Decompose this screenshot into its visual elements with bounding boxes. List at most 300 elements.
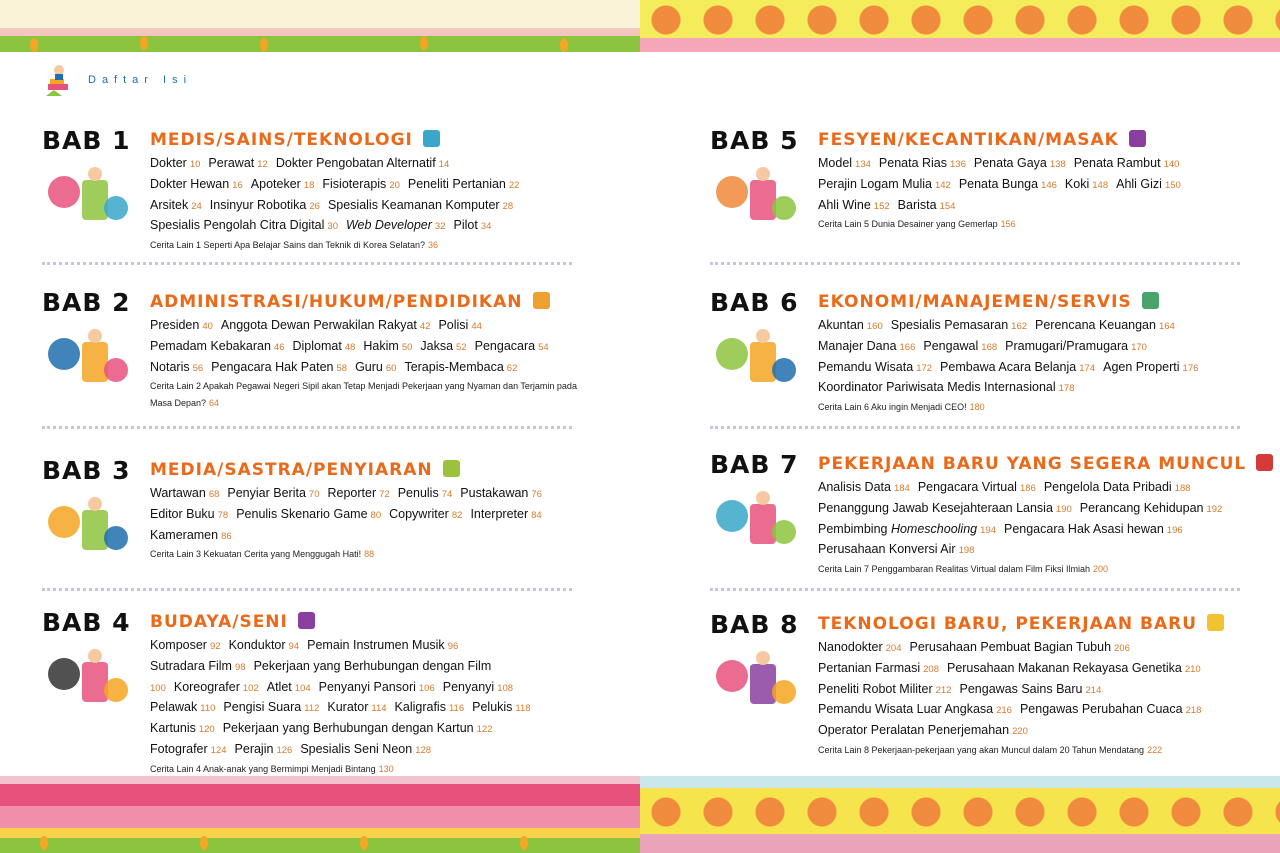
- story-label: Cerita Lain 2: [150, 381, 202, 392]
- list-item[interactable]: [395, 700, 465, 714]
- page-number: 208: [923, 663, 939, 675]
- book-icon: [533, 292, 550, 309]
- chapter-category-title: TEKNOLOGI BARU, PEKERJAAN BARU: [818, 614, 1198, 634]
- entry-title: Wartawan: [150, 486, 206, 500]
- list-item[interactable]: [267, 680, 311, 694]
- page-number: 70: [308, 489, 320, 500]
- entry-title: Pekerjaan yang Berhubungan dengan Kartun: [222, 721, 474, 736]
- entry-title: Pekerjaan yang Berhubungan dengan Film: [253, 658, 492, 673]
- entry-title: Sutradara Film: [150, 658, 232, 673]
- entry-title: Perencana Keuangan: [1035, 318, 1156, 332]
- list-item[interactable]: [389, 507, 462, 521]
- entry-title: Analisis Data: [818, 480, 891, 494]
- list-item[interactable]: [408, 177, 520, 191]
- page-number: 184: [893, 483, 910, 494]
- divider: [710, 426, 1240, 429]
- entry-line: [150, 337, 580, 358]
- entry-title: Penata Rambut: [1073, 156, 1161, 170]
- list-item[interactable]: [227, 486, 319, 500]
- page-number: 14: [438, 159, 450, 170]
- list-item[interactable]: [208, 156, 267, 170]
- chapter-category-title: MEDIS/SAINS/TEKNOLOGI: [150, 130, 413, 150]
- chapter-category-title: FESYEN/KECANTIKAN/MASAK: [818, 130, 1119, 150]
- list-item[interactable]: [150, 318, 213, 332]
- page-number: 130: [378, 763, 394, 774]
- list-item[interactable]: [223, 721, 493, 735]
- list-item[interactable]: [327, 486, 389, 500]
- list-item[interactable]: [472, 700, 530, 714]
- money-icon: [1142, 292, 1159, 309]
- list-item[interactable]: [210, 198, 320, 212]
- list-item[interactable]: [909, 640, 1129, 654]
- page-number: 98: [234, 661, 246, 673]
- chapter-number: BAB 1: [42, 126, 131, 155]
- page-number: 122: [476, 724, 493, 736]
- entry-title: Spesialis Seni Neon: [300, 741, 413, 756]
- flower-icon: [420, 36, 428, 50]
- list-item[interactable]: [404, 360, 517, 374]
- page-number: 142: [934, 179, 951, 191]
- entry-title: Copywriter: [389, 506, 449, 521]
- top-decorative-border: [0, 0, 1280, 52]
- chapter-category-title: MEDIA/SASTRA/PENYIARAN: [150, 460, 433, 480]
- page-number: 54: [538, 341, 549, 353]
- story-line[interactable]: [818, 399, 1248, 416]
- list-item[interactable]: [918, 480, 1036, 494]
- list-item[interactable]: [443, 680, 513, 694]
- entry-line: [818, 337, 1248, 358]
- entry-title: Koki: [1064, 176, 1090, 191]
- flower-icon: [560, 38, 568, 52]
- page-number: 86: [221, 530, 232, 542]
- list-item[interactable]: [1005, 339, 1147, 353]
- page-number: 210: [1184, 663, 1201, 675]
- list-item[interactable]: [454, 218, 492, 232]
- list-item[interactable]: [150, 486, 219, 500]
- list-item[interactable]: [818, 723, 1028, 737]
- page-number: 24: [191, 200, 202, 212]
- list-item[interactable]: [150, 360, 203, 374]
- page-number: 96: [447, 641, 459, 652]
- page-number: 188: [1174, 483, 1191, 494]
- list-item[interactable]: [818, 177, 951, 191]
- list-item[interactable]: [818, 156, 871, 170]
- story-line[interactable]: [818, 561, 1248, 578]
- list-item[interactable]: [475, 339, 549, 353]
- entry-title: Editor Buku: [150, 506, 215, 521]
- page-number: 178: [1058, 383, 1075, 395]
- page-number: 20: [389, 179, 400, 191]
- page-number: 170: [1131, 341, 1147, 353]
- flower-icon: [260, 38, 268, 52]
- entry-title: Penyanyi: [442, 679, 495, 694]
- story-line[interactable]: [150, 761, 580, 778]
- list-item[interactable]: [363, 339, 412, 353]
- entry-title: Perajin Logam Mulia: [818, 176, 932, 191]
- entry-title: Kartunis: [150, 721, 196, 736]
- entry-line: [150, 505, 580, 526]
- page-number: 138: [1049, 159, 1066, 170]
- entry-title: Hakim: [363, 338, 399, 353]
- entry-line: [150, 740, 580, 761]
- entry-line: [150, 216, 580, 237]
- page-number: 52: [456, 341, 467, 353]
- list-item[interactable]: [150, 198, 202, 212]
- story-label: Cerita Lain 4: [150, 763, 202, 774]
- list-item[interactable]: [879, 156, 966, 170]
- entry-title: Penulis: [397, 486, 439, 500]
- entry-line: [818, 680, 1248, 701]
- entry-title: Pemandu Wisata Luar Angkasa: [818, 702, 994, 717]
- list-item[interactable]: [221, 318, 431, 332]
- entry-line: [150, 358, 580, 379]
- flower-icon: [140, 36, 148, 50]
- list-item[interactable]: [322, 177, 400, 191]
- list-item[interactable]: [1035, 318, 1175, 332]
- chapter-number: BAB 8: [710, 610, 799, 639]
- page-number: 136: [950, 159, 966, 170]
- list-item[interactable]: [818, 682, 952, 696]
- chapter-category: [150, 130, 440, 150]
- chapter-number: BAB 6: [710, 288, 799, 317]
- page-number: 198: [958, 545, 975, 557]
- entry-title: Pengacara Virtual: [917, 480, 1017, 494]
- page-number: 152: [873, 200, 890, 212]
- list-item[interactable]: [150, 218, 338, 232]
- chapter-category-title: BUDAYA/SENI: [150, 612, 288, 632]
- page-number: 58: [336, 362, 348, 374]
- list-item[interactable]: [254, 659, 492, 673]
- divider: [42, 588, 572, 591]
- list-item[interactable]: [818, 360, 932, 374]
- chapter-entries: [818, 478, 1248, 578]
- chapter-illustration: [42, 644, 134, 714]
- entry-title: Atlet: [266, 679, 292, 694]
- page-number: 160: [866, 321, 883, 332]
- story-label: Cerita Lain 7: [818, 564, 870, 575]
- entry-title: Nanodokter: [818, 640, 883, 654]
- page-number: 12: [257, 159, 268, 170]
- chapter-illustration: [710, 162, 802, 232]
- entry-title: Ahli Gizi: [1116, 176, 1162, 191]
- entry-line: [150, 196, 580, 217]
- list-item[interactable]: [328, 198, 513, 212]
- list-item[interactable]: [398, 486, 453, 500]
- list-item[interactable]: [223, 700, 319, 714]
- page-number: 140: [1163, 159, 1180, 170]
- list-item[interactable]: [940, 360, 1095, 374]
- chapter-entries: [818, 154, 1248, 233]
- list-item[interactable]: [818, 522, 996, 536]
- entry-line: [818, 175, 1248, 196]
- story-label: Cerita Lain 5: [818, 219, 870, 230]
- story-line[interactable]: [818, 216, 1248, 233]
- list-item[interactable]: [470, 507, 541, 521]
- entry-title: Apoteker: [250, 176, 301, 191]
- page-number: 194: [980, 524, 996, 536]
- entry-title: Koordinator Pariwisata Medis Internasional: [818, 380, 1056, 395]
- story-line[interactable]: [818, 742, 1248, 759]
- list-item[interactable]: [1004, 522, 1183, 536]
- entry-title: Dokter: [150, 156, 187, 170]
- entry-title: Manajer Dana: [818, 338, 897, 353]
- page-number: 166: [899, 341, 916, 353]
- story-title: Kekuatan Cerita yang Menggugah Hati!: [203, 549, 362, 560]
- list-item[interactable]: [150, 700, 215, 714]
- list-item[interactable]: [150, 528, 232, 542]
- entry-line: [150, 484, 580, 505]
- chapter-number: BAB 2: [42, 288, 131, 317]
- entry-title: Notaris: [150, 359, 190, 374]
- chapter-number: BAB 5: [710, 126, 799, 155]
- bottom-right-pattern: [640, 776, 1280, 853]
- list-item[interactable]: [818, 702, 1012, 716]
- polka-dot-pattern: [640, 0, 1280, 40]
- page-number: 88: [364, 549, 375, 560]
- list-item[interactable]: [959, 177, 1057, 191]
- list-item[interactable]: [818, 501, 1072, 515]
- list-item[interactable]: [150, 721, 215, 735]
- entry-line: [818, 700, 1248, 721]
- entry-title: Dokter Pengobatan Alternatif: [275, 156, 436, 170]
- page-number: 174: [1079, 362, 1096, 374]
- flower-icon: [30, 38, 38, 52]
- entry-title: Jaksa: [420, 338, 454, 353]
- page-number: 162: [1011, 321, 1028, 332]
- globe-icon: [423, 130, 440, 147]
- entry-line: [818, 721, 1248, 742]
- list-item[interactable]: [300, 742, 431, 756]
- entry-line: [818, 154, 1248, 175]
- list-item[interactable]: [150, 742, 227, 756]
- page-number: 72: [379, 489, 390, 500]
- list-item[interactable]: [292, 339, 355, 353]
- entry-line: [150, 175, 580, 196]
- chapter-category-title: PEKERJAAN BARU YANG SEGERA MUNCUL: [818, 454, 1247, 474]
- entry-title: Peneliti Robot Militer: [818, 681, 933, 696]
- page-number: 168: [981, 341, 998, 353]
- entry-title: Komposer: [150, 638, 207, 652]
- list-item[interactable]: [150, 680, 166, 694]
- list-item[interactable]: [818, 640, 901, 654]
- reading-person-icon: [42, 62, 76, 98]
- list-item[interactable]: [211, 360, 347, 374]
- list-item[interactable]: [346, 218, 446, 232]
- list-item[interactable]: [818, 661, 939, 675]
- entry-title: Penyiar Berita: [227, 486, 306, 500]
- entry-line: [150, 657, 580, 678]
- list-item[interactable]: [1065, 177, 1108, 191]
- page-number: 84: [531, 509, 542, 521]
- entry-title: Penyanyi Pansori: [318, 679, 416, 694]
- dress-icon: [1129, 130, 1146, 147]
- entry-line: [818, 520, 1248, 541]
- chapter-number: BAB 7: [710, 450, 799, 479]
- list-item[interactable]: [818, 480, 910, 494]
- page-number: 74: [441, 489, 453, 500]
- list-item[interactable]: [960, 682, 1102, 696]
- entry-title: Pengawal: [923, 338, 979, 353]
- chapter-category-title: ADMINISTRASI/HUKUM/PENDIDIKAN: [150, 292, 523, 312]
- chapter-category: [818, 614, 1224, 634]
- entry-title: Fisioterapis: [322, 176, 387, 191]
- page-number: 146: [1041, 179, 1057, 191]
- bowl-icon: [1207, 614, 1224, 631]
- entry-title: Pemain Instrumen Musik: [307, 638, 445, 652]
- page-number: 10: [189, 159, 201, 170]
- page-number: 92: [209, 641, 221, 652]
- list-item[interactable]: [327, 700, 386, 714]
- chapter-illustration: [42, 162, 134, 232]
- page-number: 40: [202, 321, 213, 332]
- list-item[interactable]: [818, 318, 883, 332]
- page-number: 212: [935, 684, 952, 696]
- chapter-category: [150, 292, 550, 312]
- bottom-left-pattern: [0, 776, 640, 853]
- entry-title: Penulis Skenario Game: [236, 506, 368, 521]
- entry-line: [150, 678, 580, 699]
- entry-title: Polisi: [438, 318, 469, 332]
- list-item[interactable]: [229, 638, 300, 652]
- page-number: 78: [217, 509, 229, 521]
- chapter-category: [150, 612, 315, 632]
- entry-line: [150, 526, 580, 547]
- story-title: Penggambaran Realitas Virtual dalam Film Fiksi Ilmiah: [871, 564, 1090, 575]
- entry-title: Insinyur Robotika: [209, 197, 307, 212]
- entry-line: [818, 358, 1248, 379]
- divider: [710, 588, 1240, 591]
- list-item[interactable]: [947, 661, 1201, 675]
- entry-title: Pelawak: [150, 700, 198, 715]
- list-item[interactable]: [818, 542, 974, 556]
- list-item[interactable]: [898, 198, 956, 212]
- page-number: 18: [303, 179, 315, 191]
- list-item[interactable]: [150, 339, 284, 353]
- tv-icon: [443, 460, 460, 477]
- story-line[interactable]: [150, 237, 580, 254]
- list-item[interactable]: [174, 680, 259, 694]
- list-item[interactable]: [420, 339, 466, 353]
- entry-line: [818, 638, 1248, 659]
- list-item[interactable]: [891, 318, 1027, 332]
- entry-title: Penata Gaya: [973, 156, 1047, 170]
- list-item[interactable]: [1080, 501, 1223, 515]
- entry-title: Perusahaan Pembuat Bagian Tubuh: [909, 640, 1112, 654]
- entry-line: [818, 196, 1248, 217]
- list-item[interactable]: [438, 318, 481, 332]
- chapter-illustration: [710, 324, 802, 394]
- list-item[interactable]: [307, 638, 458, 652]
- entry-title: Agen Properti: [1103, 359, 1180, 374]
- list-item[interactable]: [1103, 360, 1198, 374]
- list-item[interactable]: [236, 507, 381, 521]
- list-item[interactable]: [1020, 702, 1201, 716]
- chapter-illustration: [710, 646, 802, 716]
- entry-title: Pengacara Hak Asasi hewan: [1003, 521, 1164, 536]
- list-item[interactable]: [150, 177, 243, 191]
- story-title: Aku ingin Menjadi CEO!: [871, 402, 967, 413]
- entry-title: Spesialis Keamanan Komputer: [327, 197, 500, 212]
- page-number: 44: [471, 321, 482, 332]
- list-item[interactable]: [974, 156, 1066, 170]
- list-item[interactable]: [150, 659, 246, 673]
- entry-title: Pengelola Data Pribadi: [1043, 480, 1172, 494]
- entry-line: [150, 154, 580, 175]
- list-item[interactable]: [319, 680, 435, 694]
- page-number: 126: [276, 744, 293, 756]
- story-label: Cerita Lain 8: [818, 744, 870, 755]
- flower-icon: [360, 836, 368, 850]
- list-item[interactable]: [355, 360, 396, 374]
- list-item[interactable]: [251, 177, 315, 191]
- page-number: 112: [304, 703, 320, 715]
- list-item[interactable]: [818, 339, 915, 353]
- story-line[interactable]: [150, 546, 580, 563]
- page-number: 50: [401, 341, 413, 353]
- list-item[interactable]: [923, 339, 997, 353]
- story-title: Seperti Apa Belajar Sains dan Teknik di Korea Selatan?: [203, 240, 426, 251]
- polka-dot-pattern: [640, 792, 1280, 832]
- chapter-number: BAB 4: [42, 608, 131, 637]
- chapter-number: BAB 3: [42, 456, 131, 485]
- page-number: 26: [309, 200, 320, 212]
- entry-title: Pertanian Farmasi: [818, 660, 921, 675]
- chapter-illustration: [710, 486, 802, 556]
- entry-line: [150, 719, 580, 740]
- page-number: 62: [506, 362, 518, 374]
- list-item[interactable]: [818, 198, 890, 212]
- flower-icon: [40, 836, 48, 850]
- entry-line: [818, 378, 1248, 399]
- story-line[interactable]: [150, 378, 580, 412]
- page-number: 220: [1012, 726, 1028, 738]
- chapter-entries: [150, 484, 580, 563]
- page-number: 106: [418, 682, 435, 694]
- list-item[interactable]: [460, 486, 542, 500]
- list-item[interactable]: [1044, 480, 1191, 494]
- entry-title: Perajin: [234, 741, 274, 756]
- list-item[interactable]: [235, 742, 293, 756]
- story-title: Dunia Desainer yang Gemerlap: [871, 219, 998, 230]
- list-item[interactable]: [818, 380, 1074, 394]
- entry-title: Ahli Wine: [818, 197, 871, 212]
- divider: [710, 262, 1240, 265]
- flower-icon: [520, 836, 528, 850]
- list-item[interactable]: [276, 156, 449, 170]
- chapter-illustration: [42, 324, 134, 394]
- story-label: Cerita Lain 3: [150, 549, 202, 560]
- list-item[interactable]: [150, 638, 221, 652]
- star-icon: [298, 612, 315, 629]
- entry-title: Penata Bunga: [958, 176, 1039, 191]
- entry-title: Pemadam Kebakaran: [150, 338, 271, 353]
- entry-title: Model: [818, 156, 853, 170]
- page-number: 56: [192, 362, 204, 374]
- story-title: Pekerjaan-pekerjaan yang akan Muncul dalam 20 Tahun Mendatang: [871, 744, 1145, 755]
- page-number: 116: [448, 703, 465, 715]
- page-number: 30: [327, 221, 338, 233]
- list-item[interactable]: [150, 507, 228, 521]
- list-item[interactable]: [1116, 177, 1181, 191]
- chapter-illustration: [42, 492, 134, 562]
- entry-title: Pengawas Sains Baru: [959, 681, 1083, 696]
- list-item[interactable]: [1074, 156, 1180, 170]
- chapter-entries: [150, 636, 580, 778]
- page-number: 82: [451, 509, 463, 521]
- list-item[interactable]: [150, 156, 200, 170]
- page-number: 68: [208, 489, 220, 500]
- entry-title: Perusahaan Makanan Rekayasa Genetika: [946, 660, 1182, 675]
